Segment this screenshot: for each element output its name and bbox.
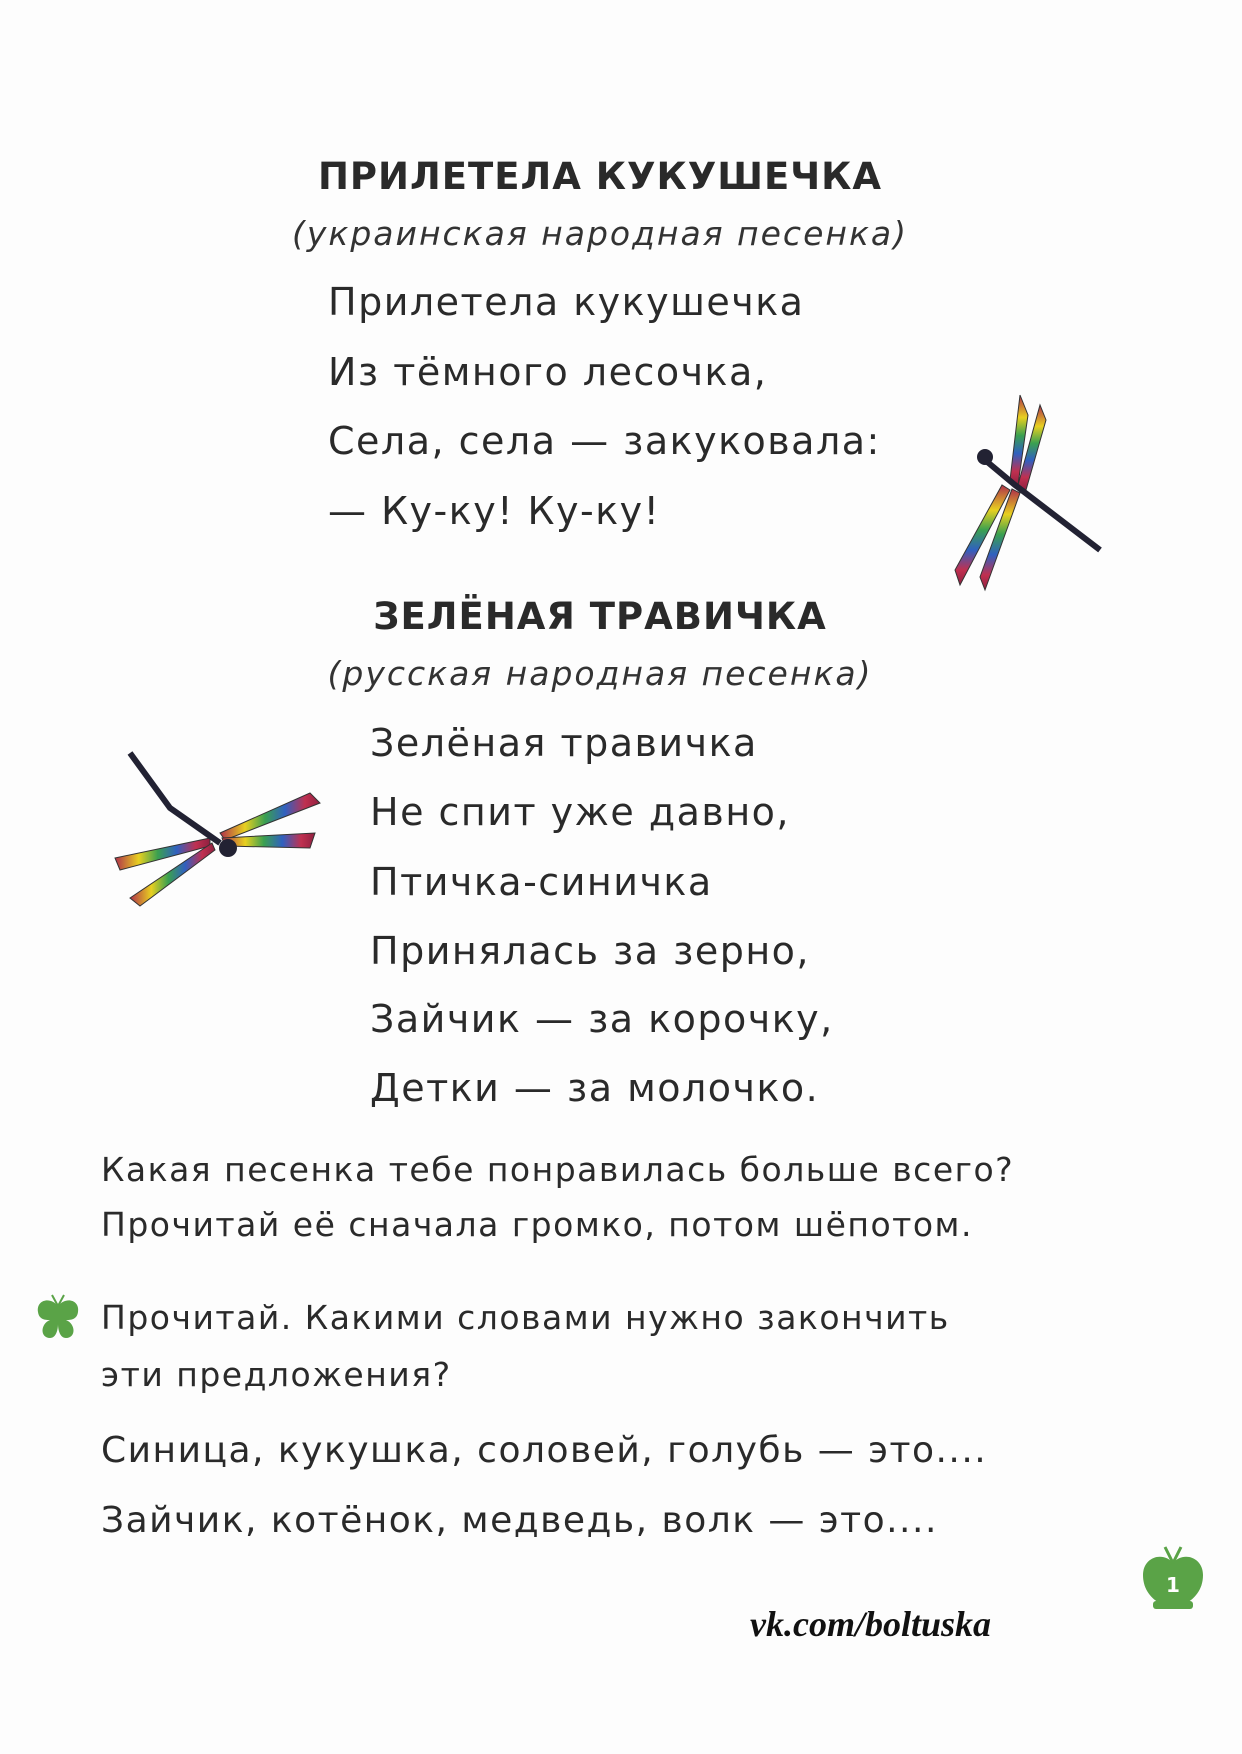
question-line: Какая песенка тебе понравилась больше всего? xyxy=(101,1150,1015,1189)
task-sentence: Синица, кукушка, соловей, голубь — это.... xyxy=(101,1430,988,1471)
task-line: Прочитай. Какими словами нужно закончить xyxy=(101,1298,950,1337)
poem2-line: Не спит уже давно, xyxy=(370,790,790,834)
dragonfly-illustration xyxy=(110,748,325,913)
poem1-line: — Ку-ку! Ку-ку! xyxy=(328,489,661,533)
poem1-line: Из тёмного лесочка, xyxy=(328,350,768,394)
task-sentence: Зайчик, котёнок, медведь, волк — это.... xyxy=(101,1500,938,1541)
poem1-subtitle: (украинская народная песенка) xyxy=(292,214,908,253)
butterfly-icon xyxy=(32,1292,84,1344)
footer-watermark: vk.com/boltuska xyxy=(750,1604,991,1644)
poem2-title: ЗЕЛЁНАЯ ТРАВИЧКА xyxy=(373,595,827,638)
task-line: эти предложения? xyxy=(101,1355,452,1394)
poem2-line: Зайчик — за корочку, xyxy=(370,997,834,1041)
poem1-line: Села, села — закуковала: xyxy=(328,419,881,463)
dragonfly-illustration xyxy=(940,385,1110,595)
poem2-line: Птичка-синичка xyxy=(370,860,713,904)
poem2-subtitle: (русская народная песенка) xyxy=(327,654,873,693)
page-number: 1 xyxy=(1166,1573,1180,1597)
poem1-title: ПРИЛЕТЕЛА КУКУШЕЧКА xyxy=(317,155,883,198)
poem2-line: Детки — за молочко. xyxy=(370,1066,820,1110)
page-number-badge xyxy=(1135,1543,1211,1615)
poem2-line: Зелёная травичка xyxy=(370,721,758,765)
poem1-line: Прилетела кукушечка xyxy=(328,280,805,324)
question-line: Прочитай её сначала громко, потом шёпотом. xyxy=(101,1205,973,1244)
poem2-line: Принялась за зерно, xyxy=(370,929,810,973)
